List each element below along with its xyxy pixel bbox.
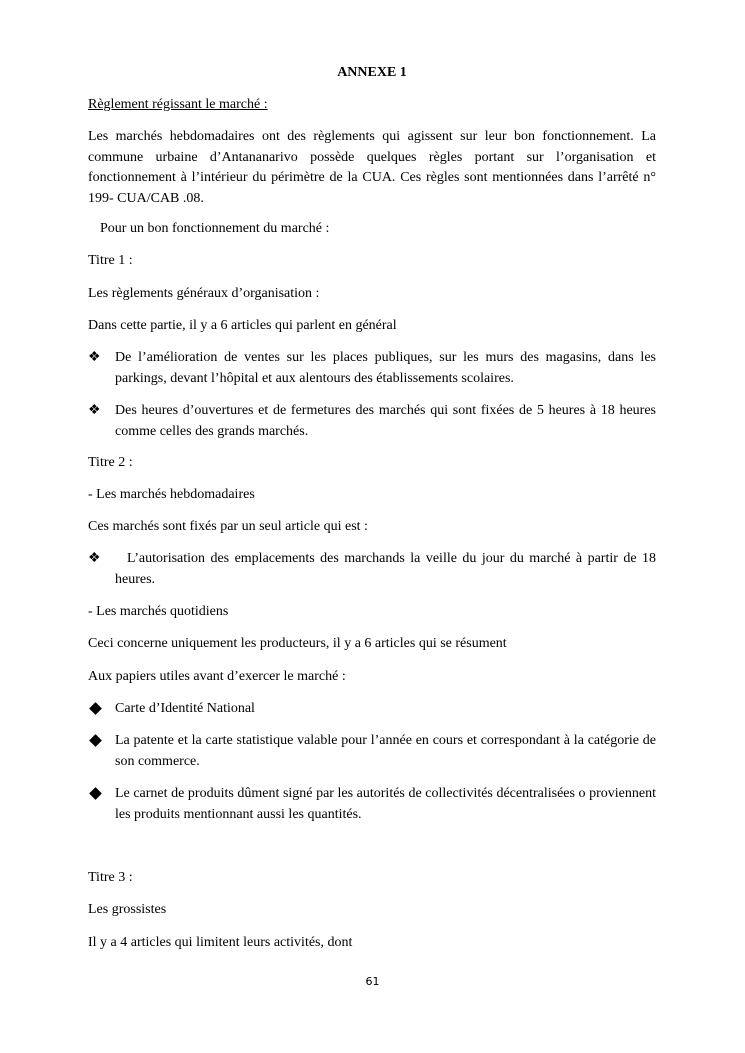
list-item xyxy=(88,784,656,825)
list-item xyxy=(88,549,656,590)
marches-hebdomadaires: - Les marchés hebdomadaires xyxy=(88,487,255,502)
annex-heading: ANNEXE 1 xyxy=(337,65,407,80)
titre-3: Titre 3 : xyxy=(88,870,133,885)
list-item xyxy=(88,731,656,772)
list-item-text: De l’amélioration de ventes sur les places publiques, sur les murs des magasins, dans les parkings, devant l’hôpital et aux alentours des établissements scolaires. xyxy=(115,350,656,386)
ceci-concerne-line: Ceci concerne uniquement les producteurs, il y a 6 articles qui se résument xyxy=(88,636,507,651)
list-item xyxy=(88,699,656,720)
list-item-text xyxy=(115,549,656,590)
four-diamond-check-icon: ❖ xyxy=(88,350,101,365)
diamond-icon xyxy=(88,699,108,721)
pour-un-bon-line: Pour un bon fonctionnement du marché : xyxy=(100,221,330,236)
list-item-text: Carte d’Identité National xyxy=(115,701,255,716)
marches-quotidiens: - Les marchés quotidiens xyxy=(88,604,229,619)
titre-2: Titre 2 : xyxy=(88,455,133,470)
section-title: Règlement régissant le marché : xyxy=(88,97,268,112)
aux-papiers-line: Aux papiers utiles avant d’exercer le marché : xyxy=(88,669,346,684)
diamond-icon xyxy=(88,784,108,806)
dans-cette-partie: Dans cette partie, il y a 6 articles qui parlent en général xyxy=(88,318,397,333)
intro-paragraph: Les marchés hebdomadaires ont des règlements qui agissent sur leur bon fonctionnement. La commune urbaine d’Antananarivo possède quelques règles portant sur l’organisation et fonctionnement à l’intérieur du périmètre de la CUA. Ces règles sont mentionnées dans l’arrêté n° 199- CUA/CAB .08. xyxy=(88,129,656,206)
il-y-a-4-line: Il y a 4 articles qui limitent leurs activités, dont xyxy=(88,935,353,950)
reglements-generaux: Les règlements généraux d’organisation : xyxy=(88,286,320,301)
list-item-text: Des heures d’ouvertures et de fermetures des marchés qui sont fixées de 5 heures à 18 heures comme celles des grands marchés. xyxy=(115,403,656,439)
diamond-icon xyxy=(88,731,108,753)
ces-marches-line: Ces marchés sont fixés par un seul article qui est : xyxy=(88,519,368,534)
list-item-text: Le carnet de produits dûment signé par les autorités de collectivités décentralisées o proviennent les produits mentionnant aussi les quantités. xyxy=(115,786,656,822)
four-diamond-check-icon: ❖ xyxy=(88,403,101,418)
list-item xyxy=(88,401,656,442)
page-number: 61 xyxy=(365,975,380,988)
list-item xyxy=(88,348,656,389)
list-item-text-content: L’autorisation des emplacements des marchands la veille du jour du marché à partir de 18 heures. xyxy=(115,551,656,587)
list-item-text: La patente et la carte statistique valable pour l’année en cours et correspondant à la catégorie de son commerce. xyxy=(115,733,656,769)
les-grossistes: Les grossistes xyxy=(88,902,167,917)
titre-1: Titre 1 : xyxy=(88,253,133,268)
four-diamond-check-icon: ❖ xyxy=(88,551,101,566)
